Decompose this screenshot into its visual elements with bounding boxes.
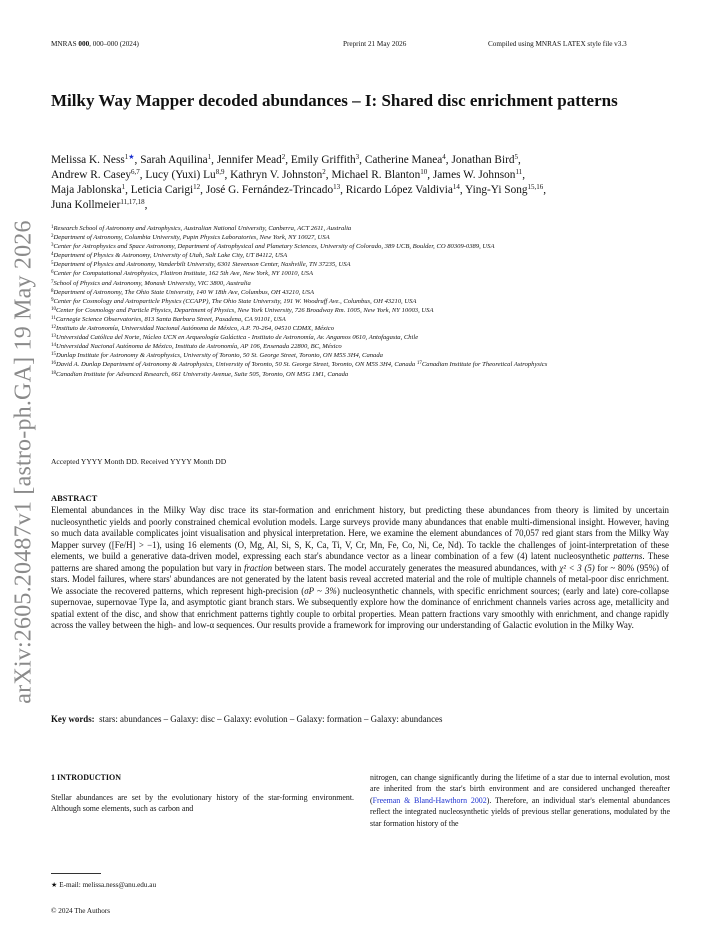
affiliation-text: Department of Astronomy, Columbia University, Pupin Physics Laboratories, New York, NY 10027, USA	[53, 234, 330, 242]
copyright-line: © 2024 The Authors	[51, 907, 111, 915]
affiliation	[51, 297, 721, 306]
affiliation-number: 15	[51, 352, 56, 358]
affiliation-text: Department of Physics and Astronomy, Vanderbilt University, 6301 Stevenson Center, Nashville, TN 37235, USA	[53, 261, 351, 269]
section-heading-introduction: 1 INTRODUCTION	[51, 773, 122, 782]
author: Sarah Aquilina$^1$,	[140, 153, 217, 166]
affiliation-text: Department of Physics & Astronomy, University of Utah, Salt Lake City, UT 84112, USA	[53, 252, 288, 260]
author: Emily Griffith$^3$,	[290, 153, 365, 166]
affiliation	[51, 260, 721, 269]
affiliation-number: 8	[51, 288, 54, 294]
author-name: Juna Kollmeier	[51, 199, 121, 211]
author: José G. Fernández-Trincado$^{13}$,	[205, 183, 346, 196]
author-affiliation-mark: 2	[281, 153, 286, 161]
affiliation-text: School of Physics and Astronomy, Monash University, VIC 3800, Australia	[53, 279, 251, 287]
affiliation	[51, 306, 721, 315]
author: Jonathan Bird$^5$,	[451, 153, 521, 166]
affiliation-number: 10	[51, 306, 56, 312]
author: Melissa K. Ness$^{1★}$,	[51, 153, 141, 166]
affiliation	[51, 370, 721, 379]
affiliation-text: Center for Computational Astrophysics, Flatiron Institute, 162 5th Ave, New York, NY 10010, USA	[53, 270, 313, 278]
affiliation-number: 18	[51, 370, 56, 376]
affiliation-number: 4	[51, 252, 54, 258]
author-name: Michael R. Blanton	[331, 169, 421, 181]
author-name: James W. Johnson	[432, 169, 516, 181]
arxiv-identifier-stamp: arXiv:2605.20487v1 [astro-ph.GA] 19 May 2026	[10, 220, 37, 704]
intro-left-column: Stellar abundances are set by the evolutionary history of the star-forming environment. Although some elements, such as carbon and	[51, 793, 354, 814]
affiliation	[51, 288, 721, 297]
author-affiliation-mark: 10	[420, 168, 428, 176]
author: Jennifer Mead$^2$,	[216, 153, 291, 166]
affiliation	[51, 233, 721, 242]
affiliation-text: Center for Cosmology and Astroparticle Physics (CCAPP), The Ohio State University, 191 W. Woodruff Ave., Columbus, OH 43210, USA	[53, 297, 417, 305]
abstract-heading: ABSTRACT	[51, 493, 98, 503]
accepted-line: Accepted YYYY Month DD. Received YYYY Month DD	[51, 457, 227, 466]
author-affiliation-mark: 11,17,18	[120, 198, 145, 206]
author-affiliation-mark: 2	[322, 168, 326, 176]
footnote-email: ★ E-mail: melissa.ness@anu.edu.au	[51, 881, 157, 889]
keywords-line: Key words: stars: abundances – Galaxy: disc – Galaxy: evolution – Galaxy: formation – Galaxy: abundances	[51, 714, 443, 724]
affiliation-number: 3	[51, 243, 54, 249]
affiliation-number: 6	[51, 270, 54, 276]
author-name: Ying-Yi Song	[465, 184, 528, 196]
affiliation-text: Research School of Astronomy and Astrophysics, Australian National University, Canberra, ACT 2611, Australia	[53, 225, 352, 232]
author-affiliation-mark: 1	[124, 153, 129, 161]
author-affiliation-mark: 11	[515, 168, 523, 176]
author-list	[51, 153, 711, 213]
intro-right-column: nitrogen, can change significantly during the lifetime of a star due to internal evolution, most are inherited from the star's birth environment and are considered unchanged thereafter (Freeman & Bland-Hawthorn 2002). Therefore, an individual star's elemental abundances reflect the integrated nucleosynthetic yields of previous stellar generations, modulated by the star formation history of the	[370, 773, 670, 828]
affiliation	[51, 242, 721, 251]
affiliation-number: 12	[51, 325, 56, 331]
author: Kathryn V. Johnston$^2$,	[230, 168, 332, 181]
running-header-preprint: Preprint 21 May 2026	[343, 40, 407, 48]
author-affiliation-mark: 15,16	[527, 183, 544, 191]
author: Ricardo López Valdivia$^{14}$,	[345, 183, 466, 196]
author-name: Andrew R. Casey	[51, 169, 132, 181]
author-affiliation-mark: 1	[121, 183, 126, 191]
affiliation-number: 14	[51, 343, 56, 349]
author: Catherine Manea$^4$,	[364, 153, 452, 166]
author-affiliation-mark: 14	[452, 183, 460, 191]
affiliation-text: Universidad Católica del Norte, Núcleo UCN en Arqueología Galáctica - Instituto de Astronomía, Av. Angamos 0610, Antofagasta, Chile	[56, 334, 419, 342]
author-name: Ricardo López Valdivia	[345, 184, 453, 196]
affiliation	[51, 324, 721, 333]
author-affiliation-mark: 4	[442, 153, 446, 161]
affiliation	[51, 269, 721, 278]
paper-title: Milky Way Mapper decoded abundances – I: Shared disc enrichment patterns	[51, 91, 618, 110]
affiliation	[51, 279, 721, 288]
affiliation	[51, 315, 721, 324]
author-affiliation-mark: 13	[333, 183, 341, 191]
author-affiliation-mark: 5	[514, 153, 519, 161]
author-affiliation-mark: 8,9	[215, 168, 225, 176]
author-name: Lucy (Yuxi) Lu	[145, 169, 216, 181]
author-affiliation-mark: 6,7	[131, 168, 140, 176]
affiliation-text: Instituto de Astronomía, Universidad Nacional Autónoma de México, A.P. 70-264, 04510 CDMX, México	[56, 325, 335, 333]
affiliation-number: 9	[51, 297, 54, 303]
affiliation-number: 17	[416, 361, 422, 367]
affiliation-number: 2	[51, 234, 54, 240]
affiliation-number: 1	[51, 225, 54, 230]
affiliation-number: 16	[51, 361, 56, 367]
affiliation	[51, 351, 721, 360]
author: Juna Kollmeier$^{11,17,18}$,	[51, 198, 148, 211]
author: Leticia Carigi$^{12}$,	[130, 183, 206, 196]
author-name: Kathryn V. Johnston	[230, 169, 323, 181]
affiliation-text: David A. Dunlap Department of Astronomy & Astrophysics, University of Toronto, 50 St. George Street, Toronto, ON M5S 3H4, Canada	[56, 361, 416, 369]
corresponding-author-star[interactable]: ★	[128, 153, 135, 161]
author: Michael R. Blanton$^{10}$,	[331, 168, 433, 181]
affiliation-number: 7	[51, 279, 54, 285]
affiliation-text: Canadian Institute for Theoretical Astrophysics	[421, 361, 548, 369]
author-name: Jennifer Mead	[216, 154, 282, 166]
affiliation-text: Universidad Nacional Autónoma de México, Instituto de Astronomía, AP 106, Ensenada 22800, BC, México	[56, 343, 342, 351]
affiliation	[51, 342, 721, 351]
footnote-rule	[51, 873, 101, 874]
author: Andrew R. Casey$^{6,7}$,	[51, 168, 146, 181]
affiliation	[51, 333, 721, 342]
author-name: Sarah Aquilina	[140, 154, 208, 166]
author: Maja Jablonska$^1$,	[51, 183, 131, 196]
affiliation	[51, 360, 721, 369]
affiliation-text: Center for Cosmology and Particle Physics, Department of Physics, New York University, 726 Broadway Rm. 1005, New York, NY 10003, USA	[56, 306, 434, 314]
author-affiliation-mark: 12	[193, 183, 201, 191]
author: James W. Johnson$^{11}$,	[432, 168, 526, 181]
affiliation-number: 11	[51, 315, 56, 321]
abstract-body: Elemental abundances in the Milky Way disc trace its star-formation and enrichment history, but predicting these abundances from theory is limited by uncertain nucleosynthetic yields and poorly constrained chemical evolution models. Large surveys provide many abundances that enable multi-dimensional insight. However, having so much data available complicates joint visualisation and physical interpretation. Here, we examine the element abundances of 70,057 red giant stars from the Milky Way Mapper survey ([Fe/H] > −1), using 16 elements (O, Mg, Al, Si, S, K, Ca, Ti, V, Cr, Mn, Fe, Co, Ni, Ce, Nd). To tackle the challenges of joint-interpretation of these elements, we build a generative data-driven model, expressing each star's abundance vector as a linear combination of a few (4) latent nucleosynthetic patterns. These patterns are shared among the population but vary in fraction between stars. The model accurately generates the measured abundances, with χ² < 3 (5) for ~ 80% (95%) of stars. Model failures, where stars' abundances are not generated by the latent basis reveal accreted material and the role of multiple channels of metal-poor disc enrichment. We associate the recovered patterns, which represent high-precision (σP ~ 3%) nucleosynthetic channels, with specific enrichment sources; (early and late) core-collapse supernovae, supernovae Type Ia, and asymptotic giant branch stars. We subsequently explore how the dominance of enrichment channels varies across age, metallicity and spatial extent of the disc, and show that enrichment patterns tightly couple to orbital properties. Mean pattern fractions vary smoothly with enrichment, and change rapidly across the valley between the high- and low-α sequences. Our results provide a framework for improving our understanding of Galactic evolution in the Milky Way.	[51, 505, 670, 631]
author-name: Jonathan Bird	[451, 154, 515, 166]
author: Lucy (Yuxi) Lu$^{8,9}$,	[145, 168, 231, 181]
running-header-journal: MNRAS 000, 000–000 (2024)	[51, 40, 139, 48]
author-affiliation-mark: 1	[207, 153, 212, 161]
author-name: José G. Fernández-Trincado	[205, 184, 334, 196]
affiliation-number: 13	[51, 334, 56, 340]
author-name: Catherine Manea	[364, 154, 443, 166]
author-name: Maja Jablonska	[51, 184, 122, 196]
affiliation	[51, 251, 721, 260]
affiliation-number: 5	[51, 261, 54, 267]
running-header-compiled: Compiled using MNRAS LATEX style file v3.3	[488, 40, 627, 48]
author-affiliation-mark: 3	[355, 153, 360, 161]
affiliation-text: Canadian Institute for Advanced Research, 661 University Avenue, Suite 505, Toronto, ON M5G 1M1, Canada	[56, 370, 349, 378]
author-name: Leticia Carigi	[130, 184, 194, 196]
author-name: Melissa K. Ness	[51, 154, 125, 166]
affiliation	[51, 224, 721, 233]
affiliation-list	[51, 224, 721, 379]
author: Ying-Yi Song$^{15,16}$,	[465, 183, 547, 196]
author-name: Emily Griffith	[290, 154, 356, 166]
affiliation-text: Dunlap Institute for Astronomy & Astrophysics, University of Toronto, 50 St. George Street, Toronto, ON M5S 3H4, Canada	[56, 352, 383, 360]
affiliation-text: Center for Astrophysics and Space Astronomy, Department of Astrophysical and Planetary Sciences, University of Colorado, 389 UCB, Boulder, CO 80309-0389, USA	[53, 243, 495, 251]
citation-link[interactable]: Freeman & Bland-Hawthorn 2002	[372, 795, 487, 805]
affiliation-text: Department of Astronomy, The Ohio State University, 140 W 18th Ave, Columbus, OH 43210, USA	[53, 288, 314, 296]
affiliation-text: Carnegie Science Observatories, 813 Santa Barbara Street, Pasadena, CA 91101, USA	[55, 315, 286, 323]
